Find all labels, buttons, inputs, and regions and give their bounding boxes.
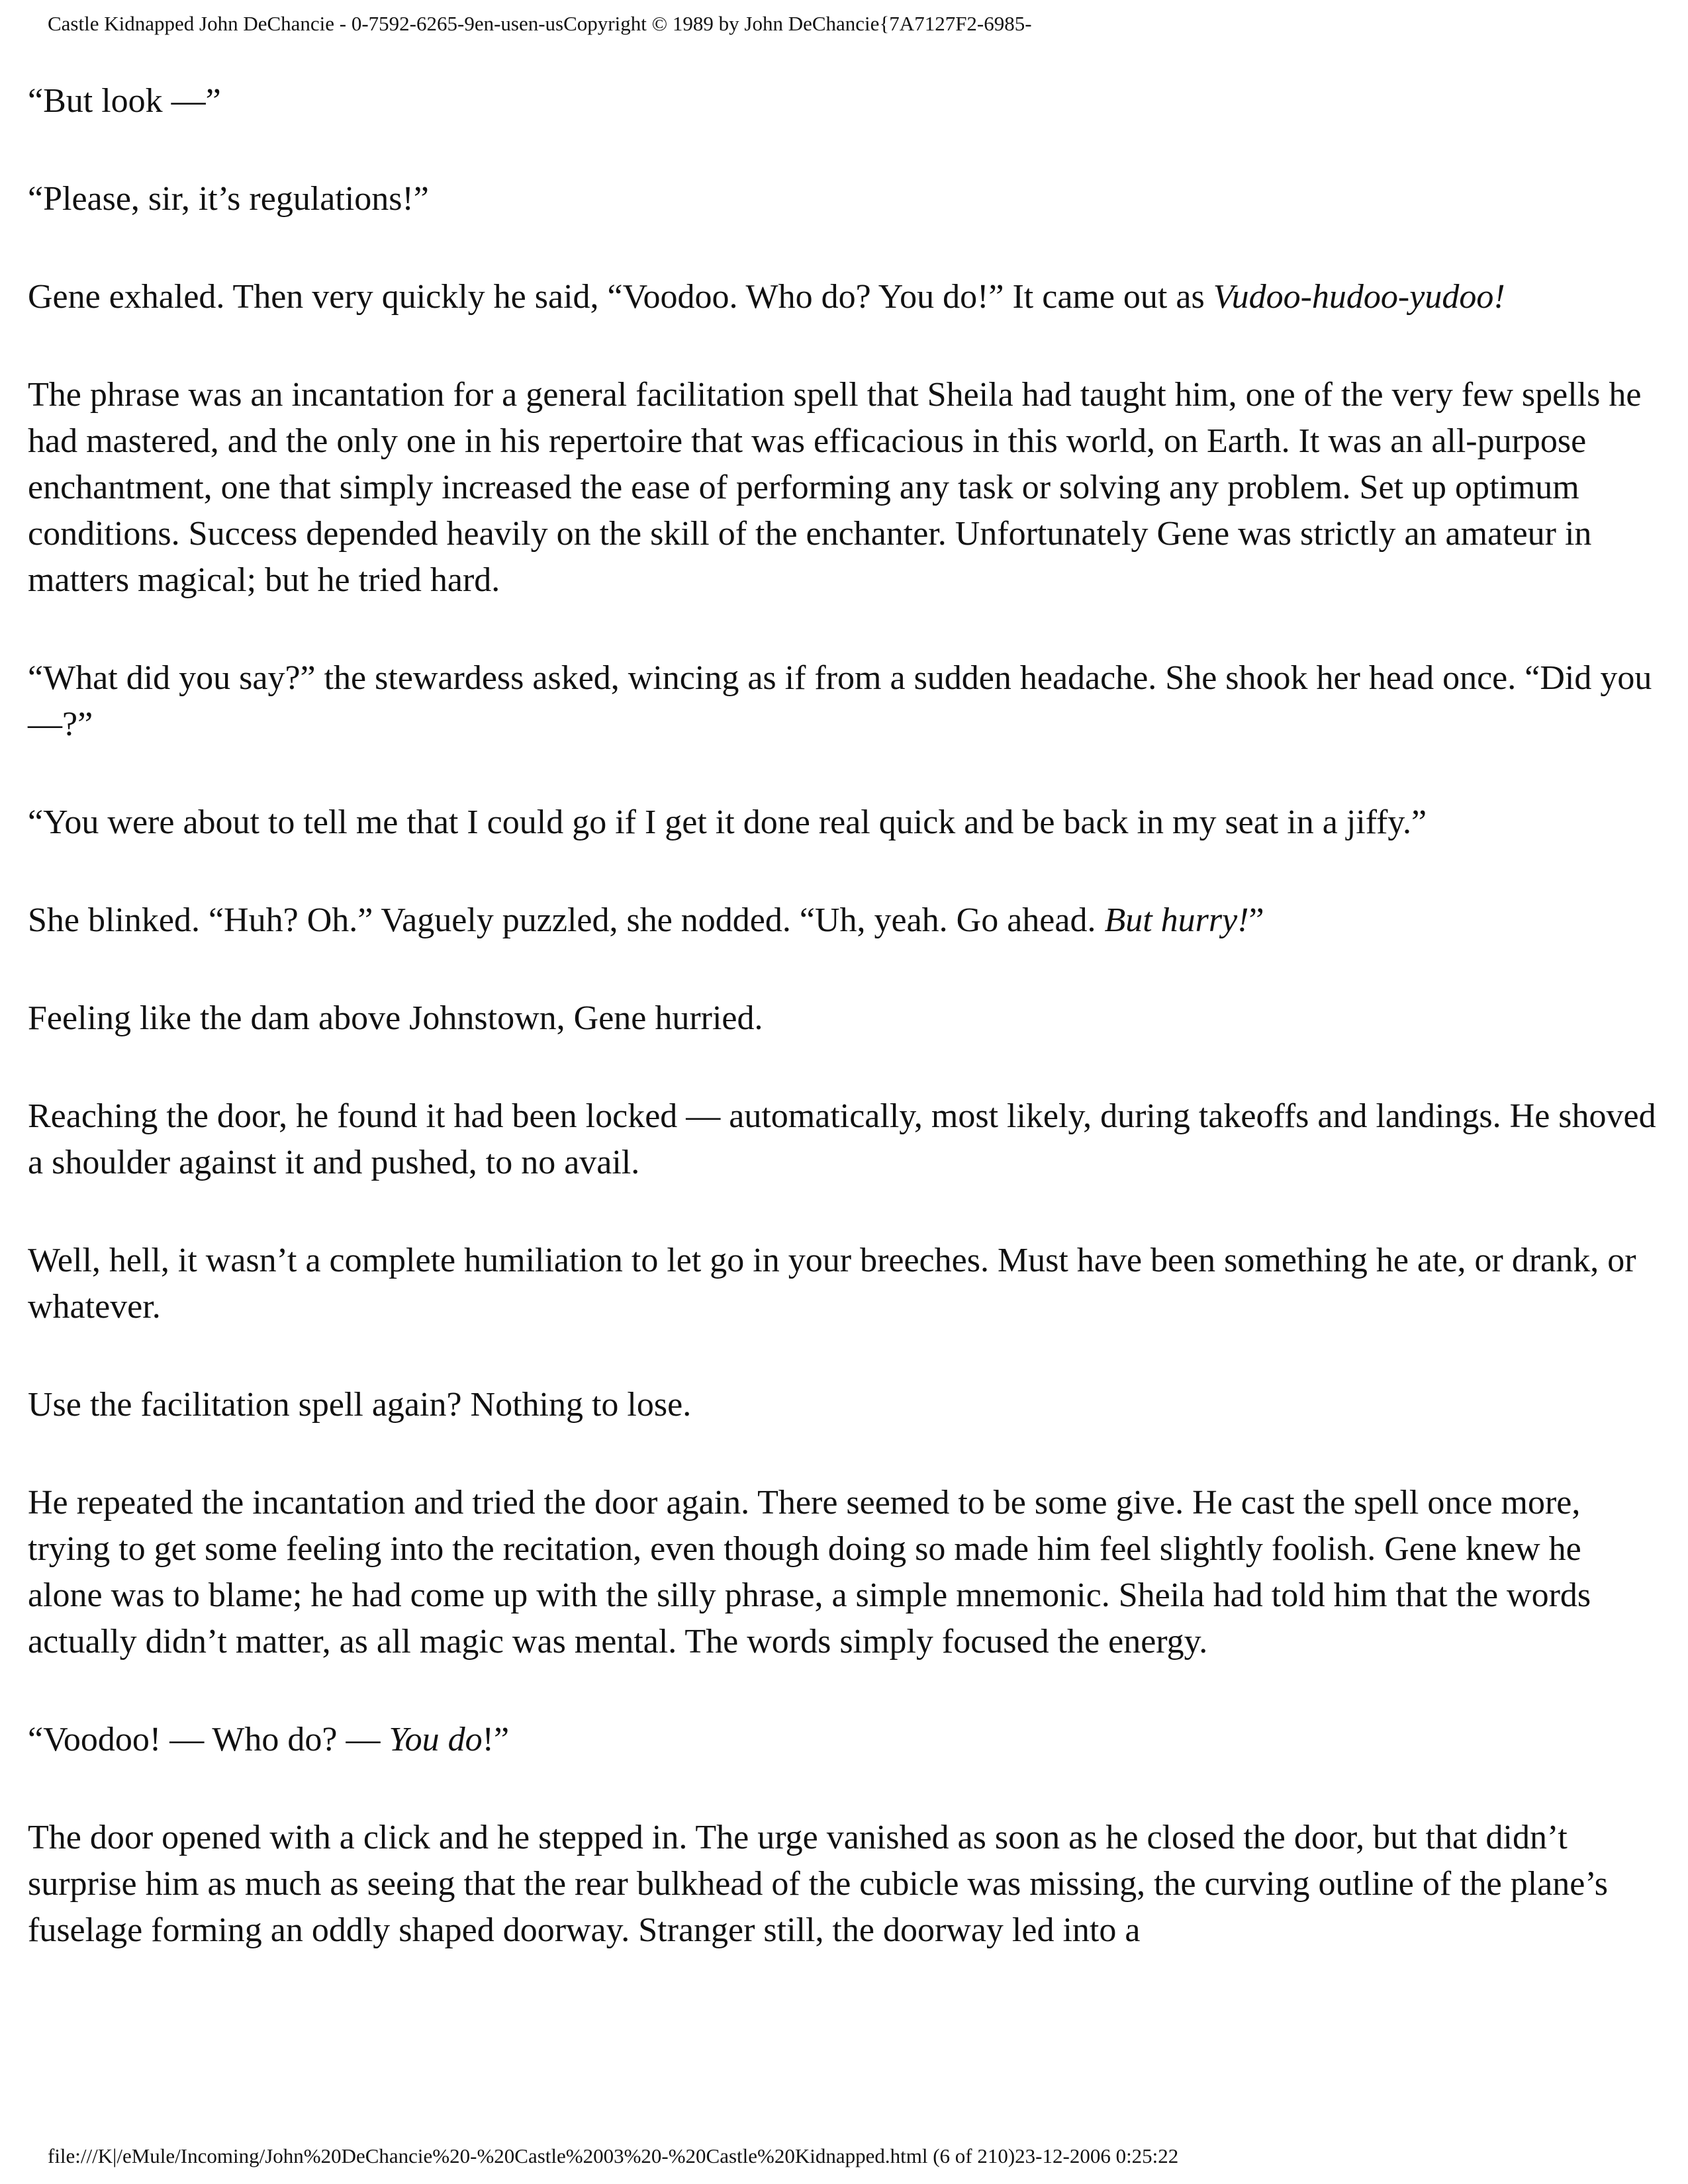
paragraph — [28, 655, 1663, 748]
text-segment: The phrase was an incantation for a general facilitation spell that Sheila had taught him, one of the very few spells he had mastered, and the only one in his repertoire that was efficacious in this world, on Earth. It was an all-purpose enchantment, one that simply increased the ease of performing any task or solving any problem. Set up optimum conditions. Success depended heavily on the skill of the enchanter. Unfortunately Gene was strictly an amateur in matters magical; but he tried hard. — [28, 376, 1642, 599]
italic-text: You do — [389, 1721, 483, 1758]
text-segment: Well, hell, it wasn’t a complete humiliation to let go in your breeches. Must have been something he ate, or drank, or whatever. — [28, 1242, 1636, 1326]
paragraph — [28, 897, 1663, 944]
text-segment: Use the facilitation spell again? Nothing to lose. — [28, 1386, 692, 1424]
text-segment: Gene exhaled. Then very quickly he said, “Voodoo. Who do? You do!” It came out as — [28, 278, 1213, 316]
page-body — [28, 78, 1663, 1954]
text-segment: Reaching the door, he found it had been locked — automatically, most likely, during takeoffs and landings. He shoved a shoulder against it and pushed, to no avail. — [28, 1097, 1656, 1181]
paragraph — [28, 1717, 1663, 1763]
text-segment: “What did you say?” the stewardess asked, wincing as if from a sudden headache. She shook her head once. “Did you —?” — [28, 659, 1652, 743]
text-segment: “But look —” — [28, 82, 221, 120]
paragraph — [28, 1815, 1663, 1954]
italic-text: But hurry! — [1104, 901, 1249, 939]
paragraph — [28, 995, 1663, 1042]
paragraph — [28, 176, 1663, 222]
text-segment: He repeated the incantation and tried the door again. There seemed to be some give. He cast the spell once more, trying to get some feeling into the recitation, even though doing so made him feel slightly foolish. Gene knew he alone was to blame; he had come up with the silly phrase, a simple mnemonic. Sheila had told him that the words actually didn’t matter, as all magic was mental. The words simply focused the energy. — [28, 1484, 1591, 1661]
page-header: Castle Kidnapped John DeChancie - 0-7592-6265-9en-usen-usCopyright © 1989 by John DeChancie{7A7127F2-6985- — [48, 12, 1032, 35]
paragraph — [28, 1093, 1663, 1186]
page-footer-url[interactable]: file:///K|/eMule/Incoming/John%20DeChancie%20-%20Castle%2003%20-%20Castle%20Kidnapped.html (6 of 210)23-12-2006 0:25:22 — [48, 2144, 1179, 2167]
paragraph — [28, 274, 1663, 320]
paragraph — [28, 1238, 1663, 1330]
italic-text: Vudoo-hudoo-yudoo! — [1213, 278, 1505, 316]
text-segment: Feeling like the dam above Johnstown, Gene hurried. — [28, 999, 763, 1037]
text-segment: !” — [482, 1721, 510, 1758]
paragraph — [28, 78, 1663, 124]
paragraph — [28, 1382, 1663, 1428]
paragraph — [28, 799, 1663, 846]
text-segment: The door opened with a click and he stepped in. The urge vanished as soon as he closed the door, but that didn’t surprise him as much as seeing that the rear bulkhead of the cubicle was missing, the curving outline of the plane’s fuselage forming an oddly shaped doorway. Stranger still, the doorway led into a — [28, 1819, 1609, 1949]
text-segment: ” — [1248, 901, 1264, 939]
text-segment: “Please, sir, it’s regulations!” — [28, 180, 429, 218]
text-segment: “You were about to tell me that I could go if I get it done real quick and be back in my seat in a jiffy.” — [28, 803, 1427, 841]
paragraph — [28, 1480, 1663, 1665]
paragraph — [28, 372, 1663, 604]
text-segment: She blinked. “Huh? Oh.” Vaguely puzzled, she nodded. “Uh, yeah. Go ahead. — [28, 901, 1105, 939]
text-segment: “Voodoo! — Who do? — — [28, 1721, 389, 1758]
